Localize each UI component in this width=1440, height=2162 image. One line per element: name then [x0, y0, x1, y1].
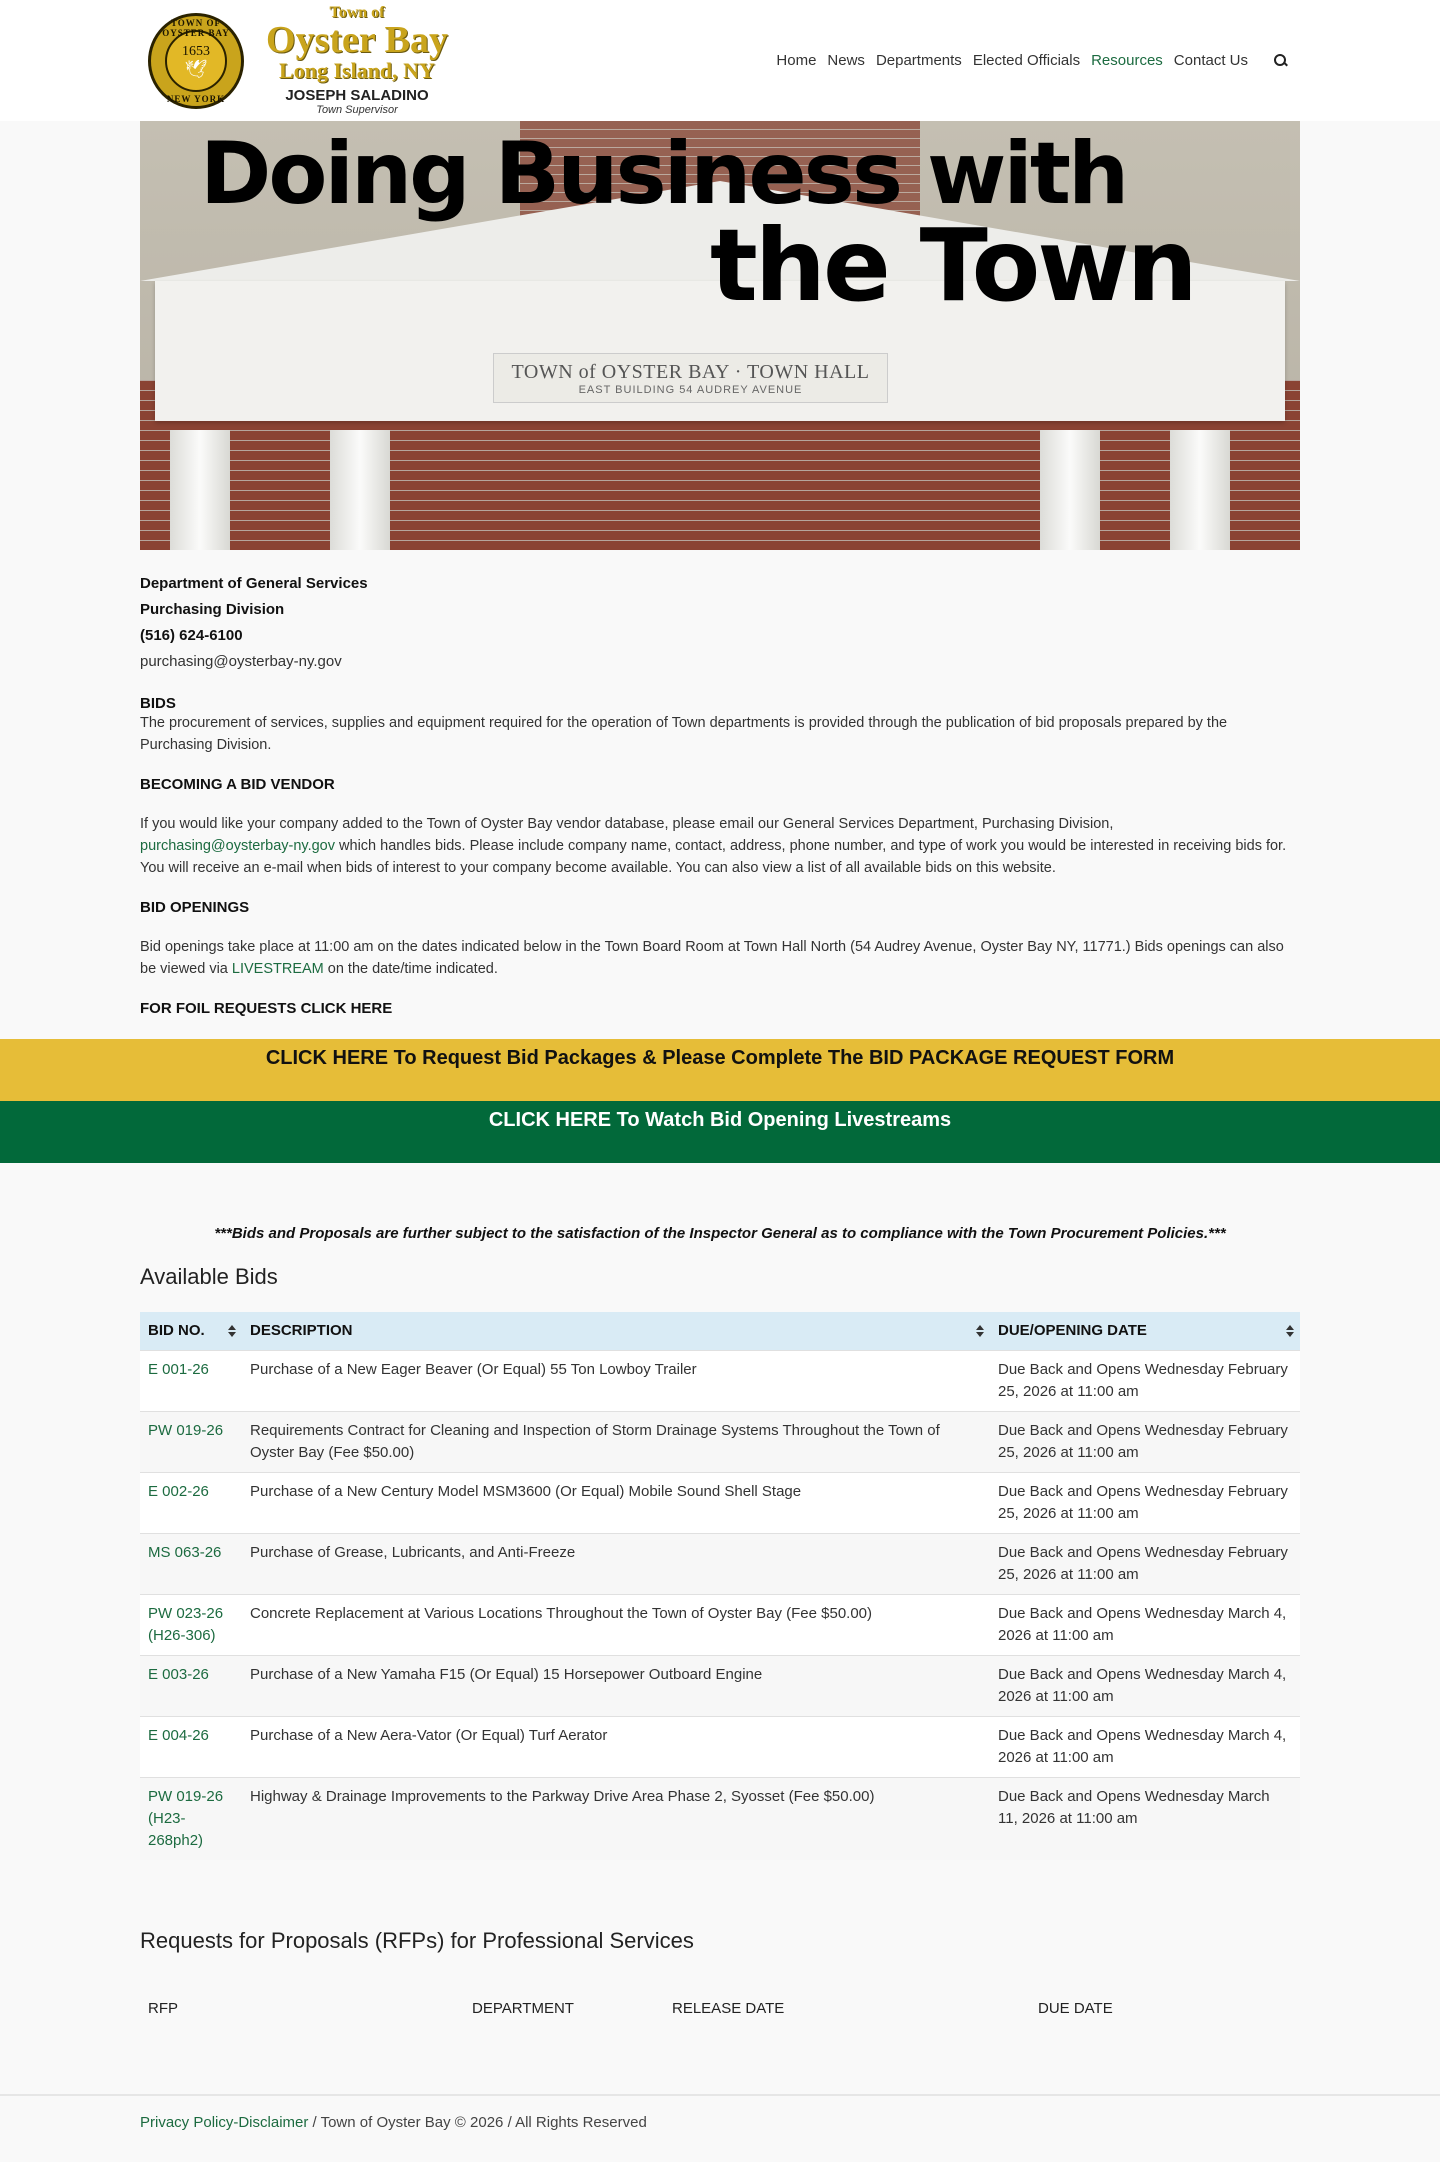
nav-elected-officials[interactable]: Elected Officials [972, 52, 1081, 69]
supervisor-title: Town Supervisor [316, 104, 398, 117]
column-description[interactable]: DESCRIPTION [242, 1312, 990, 1350]
vendor-heading: BECOMING A BID VENDOR [140, 776, 335, 793]
phone-number: (516) 624-6100 [140, 627, 243, 644]
hero-banner-image [140, 121, 1300, 550]
livestream-link[interactable]: LIVESTREAM [231, 961, 324, 977]
table-row [140, 1594, 1300, 1655]
town-hall-sign: TOWN of OYSTER BAY · TOWN HALL EAST BUILDING 54 AUDREY AVENUE [493, 353, 888, 403]
bid-openings-heading: BID OPENINGS [140, 899, 250, 916]
main-content [140, 571, 1300, 1017]
sort-icon[interactable] [1286, 1324, 1294, 1338]
bid-description: Purchase of a New Century Model MSM3600 (Or Equal) Mobile Sound Shell Stage [242, 1472, 990, 1533]
bid-description: Highway & Drainage Improvements to the Parkway Drive Area Phase 2, Syosset (Fee $50.00) [242, 1777, 990, 1860]
contact-email: purchasing@oysterbay-ny.gov [140, 653, 342, 670]
column-department: DEPARTMENT [472, 2000, 574, 2017]
table-row [140, 1350, 1300, 1411]
bid-description: Purchase of a New Yamaha F15 (Or Equal) 15 Horsepower Outboard Engine [242, 1655, 990, 1716]
bid-due-date: Due Back and Opens Wednesday March 4, 2026 at 11:00 am [990, 1716, 1300, 1777]
foil-requests-link[interactable]: FOR FOIL REQUESTS CLICK HERE [140, 1000, 393, 1017]
table-row [140, 1472, 1300, 1533]
logo-text: Town of Oyster Bay Long Island, NY JOSEPH SALADINO Town Supervisor [252, 5, 462, 116]
bid-due-date: Due Back and Opens Wednesday March 11, 2026 at 11:00 am [990, 1777, 1300, 1860]
bid-number-link[interactable]: E 004-26 [148, 1726, 209, 1744]
sort-icon[interactable] [976, 1324, 984, 1338]
department-name: Department of General Services [140, 575, 368, 592]
bid-description: Purchase of a New Aera-Vator (Or Equal) Turf Aerator [242, 1716, 990, 1777]
bid-description: Requirements Contract for Cleaning and Inspection of Storm Drainage Systems Throughout the Town of Oyster Bay (Fee $50.00) [242, 1411, 990, 1472]
table-row [140, 1716, 1300, 1777]
nav-home[interactable]: Home [776, 52, 817, 69]
bid-number-link[interactable]: PW 019-26 [148, 1421, 224, 1439]
inspector-general-notice: ***Bids and Proposals are further subject to the satisfaction of the Inspector General as to compliance with the Town Procurement Policies.*** [214, 1225, 1226, 1242]
privacy-policy-link[interactable]: Privacy Policy-Disclaimer [140, 2113, 309, 2131]
column-due-date[interactable]: DUE/OPENING DATE [990, 1312, 1300, 1350]
seal-year: 1653 [182, 43, 210, 59]
bids-section [140, 1225, 1300, 2024]
table-row [140, 1655, 1300, 1716]
available-bids-title: Available Bids [140, 1264, 278, 1289]
bid-number-link[interactable]: E 001-26 [148, 1360, 209, 1378]
hero-title-line2: the Town [710, 207, 1195, 324]
table-row [140, 1533, 1300, 1594]
nav-departments[interactable]: Departments [875, 52, 962, 69]
hero-title-line1: Doing Business with [200, 124, 1127, 224]
division-name: Purchasing Division [140, 601, 285, 618]
bid-description: Purchase of a New Eager Beaver (Or Equal) 55 Ton Lowboy Trailer [242, 1350, 990, 1411]
site-footer [0, 2094, 1440, 2156]
vendor-email-link[interactable]: purchasing@oysterbay-ny.gov [140, 838, 335, 854]
site-header [0, 0, 1440, 121]
bids-heading: BIDS [140, 695, 176, 712]
copyright-text: / Town of Oyster Bay © 2026 / All Rights Reserved [308, 2113, 647, 2131]
bid-number-link[interactable]: PW 019-26 (H23-268ph2) [148, 1787, 224, 1849]
rfp-table-header [140, 1994, 1300, 2024]
site-logo[interactable] [140, 0, 462, 121]
rfp-title: Requests for Proposals (RFPs) for Professional Services [140, 1927, 694, 1953]
bid-due-date: Due Back and Opens Wednesday February 25, 2026 at 11:00 am [990, 1472, 1300, 1533]
table-row [140, 1411, 1300, 1472]
gull-icon: 🕊 [184, 58, 208, 79]
bid-due-date: Due Back and Opens Wednesday March 4, 2026 at 11:00 am [990, 1655, 1300, 1716]
main-nav [765, 52, 1288, 69]
bid-due-date: Due Back and Opens Wednesday February 25, 2026 at 11:00 am [990, 1350, 1300, 1411]
bid-number-link[interactable]: PW 023-26 (H26-306) [148, 1604, 224, 1644]
sort-icon[interactable] [228, 1324, 236, 1338]
nav-resources[interactable]: Resources [1091, 52, 1163, 69]
table-row [140, 1777, 1300, 1860]
bid-due-date: Due Back and Opens Wednesday March 4, 2026 at 11:00 am [990, 1594, 1300, 1655]
bid-number-link[interactable]: E 002-26 [148, 1482, 209, 1500]
column-release-date: RELEASE DATE [672, 2000, 785, 2017]
vendor-text: If you would like your company added to the Town of Oyster Bay vendor database, please email our General Services Department, Purchasing Division, purchasing@oysterbay-ny.gov which handles bids. Please include company name, contact, address, phone number, and type of work you would be interested in receiving bids for. You will receive an e-mail when bids of interest to your company become available. You can also view a list of all available bids on this website. [140, 816, 1287, 876]
available-bids-table [140, 1312, 1300, 1860]
supervisor-name: JOSEPH SALADINO [285, 87, 429, 105]
bid-description: Purchase of Grease, Lubricants, and Anti-Freeze [242, 1533, 990, 1594]
nav-contact-us[interactable]: Contact Us [1173, 52, 1248, 69]
bid-openings-text: Bid openings take place at 11:00 am on the dates indicated below in the Town Board Room at Town Hall North (54 Audrey Avenue, Oyster Bay NY, 11771.) Bids openings can also be viewed via LIVESTREAM on the date/time indicated. [140, 939, 1284, 977]
request-bid-packages-banner[interactable]: CLICK HERE To Request Bid Packages & Please Complete The BID PACKAGE REQUEST FORM [0, 1039, 1440, 1101]
column-rfp: RFP [148, 2000, 178, 2017]
nav-news[interactable]: News [827, 52, 865, 69]
watch-livestreams-banner[interactable]: CLICK HERE To Watch Bid Opening Livestreams [0, 1101, 1440, 1163]
bid-number-link[interactable]: MS 063-26 [148, 1543, 222, 1561]
bid-due-date: Due Back and Opens Wednesday February 25, 2026 at 11:00 am [990, 1533, 1300, 1594]
bid-due-date: Due Back and Opens Wednesday February 25, 2026 at 11:00 am [990, 1411, 1300, 1472]
column-bid-no[interactable]: BID NO. [140, 1312, 242, 1350]
bid-description: Concrete Replacement at Various Locations Throughout the Town of Oyster Bay (Fee $50.00) [242, 1594, 990, 1655]
bid-number-link[interactable]: E 003-26 [148, 1665, 209, 1683]
column-due-date: DUE DATE [1038, 2000, 1113, 2017]
bids-text: The procurement of services, supplies and equipment required for the operation of Town departments is provided through the publication of bid proposals prepared by the Purchasing Division. [140, 715, 1228, 753]
contact-info [140, 571, 1300, 675]
search-icon[interactable] [1274, 54, 1288, 68]
town-seal-icon: TOWN OF OYSTER BAY 1653 🕊 NEW YORK [148, 13, 244, 109]
